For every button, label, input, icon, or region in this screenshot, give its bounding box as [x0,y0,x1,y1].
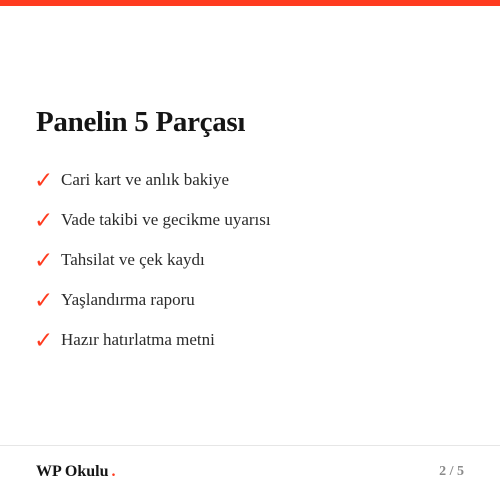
brand-name: WP Okulu [36,463,109,480]
checkmark-icon: ✓ [34,167,54,194]
checkmark-icon: ✓ [34,327,54,354]
checkmark-icon: ✓ [34,207,54,234]
checkmark-icon: ✓ [34,247,54,274]
slide-title: Panelin 5 Parçası [36,106,246,138]
brand-dot: . [111,463,116,480]
brand-logo [36,463,115,481]
list-item-text: Tahsilat ve çek kaydı [61,250,205,269]
list-item-text: Yaşlandırma raporu [61,290,195,309]
feature-list [34,160,271,360]
list-item [34,240,271,280]
list-item [34,200,271,240]
footer-divider [0,445,500,446]
list-item-text: Cari kart ve anlık bakiye [61,170,230,189]
list-item [34,280,271,320]
list-item-text: Hazır hatırlatma metni [61,330,215,349]
list-item [34,320,271,360]
top-accent-bar [0,0,500,6]
checkmark-icon: ✓ [34,287,54,314]
page-counter: 2 / 5 [439,464,464,479]
list-item-text: Vade takibi ve gecikme uyarısı [61,210,271,229]
list-item [34,160,271,200]
